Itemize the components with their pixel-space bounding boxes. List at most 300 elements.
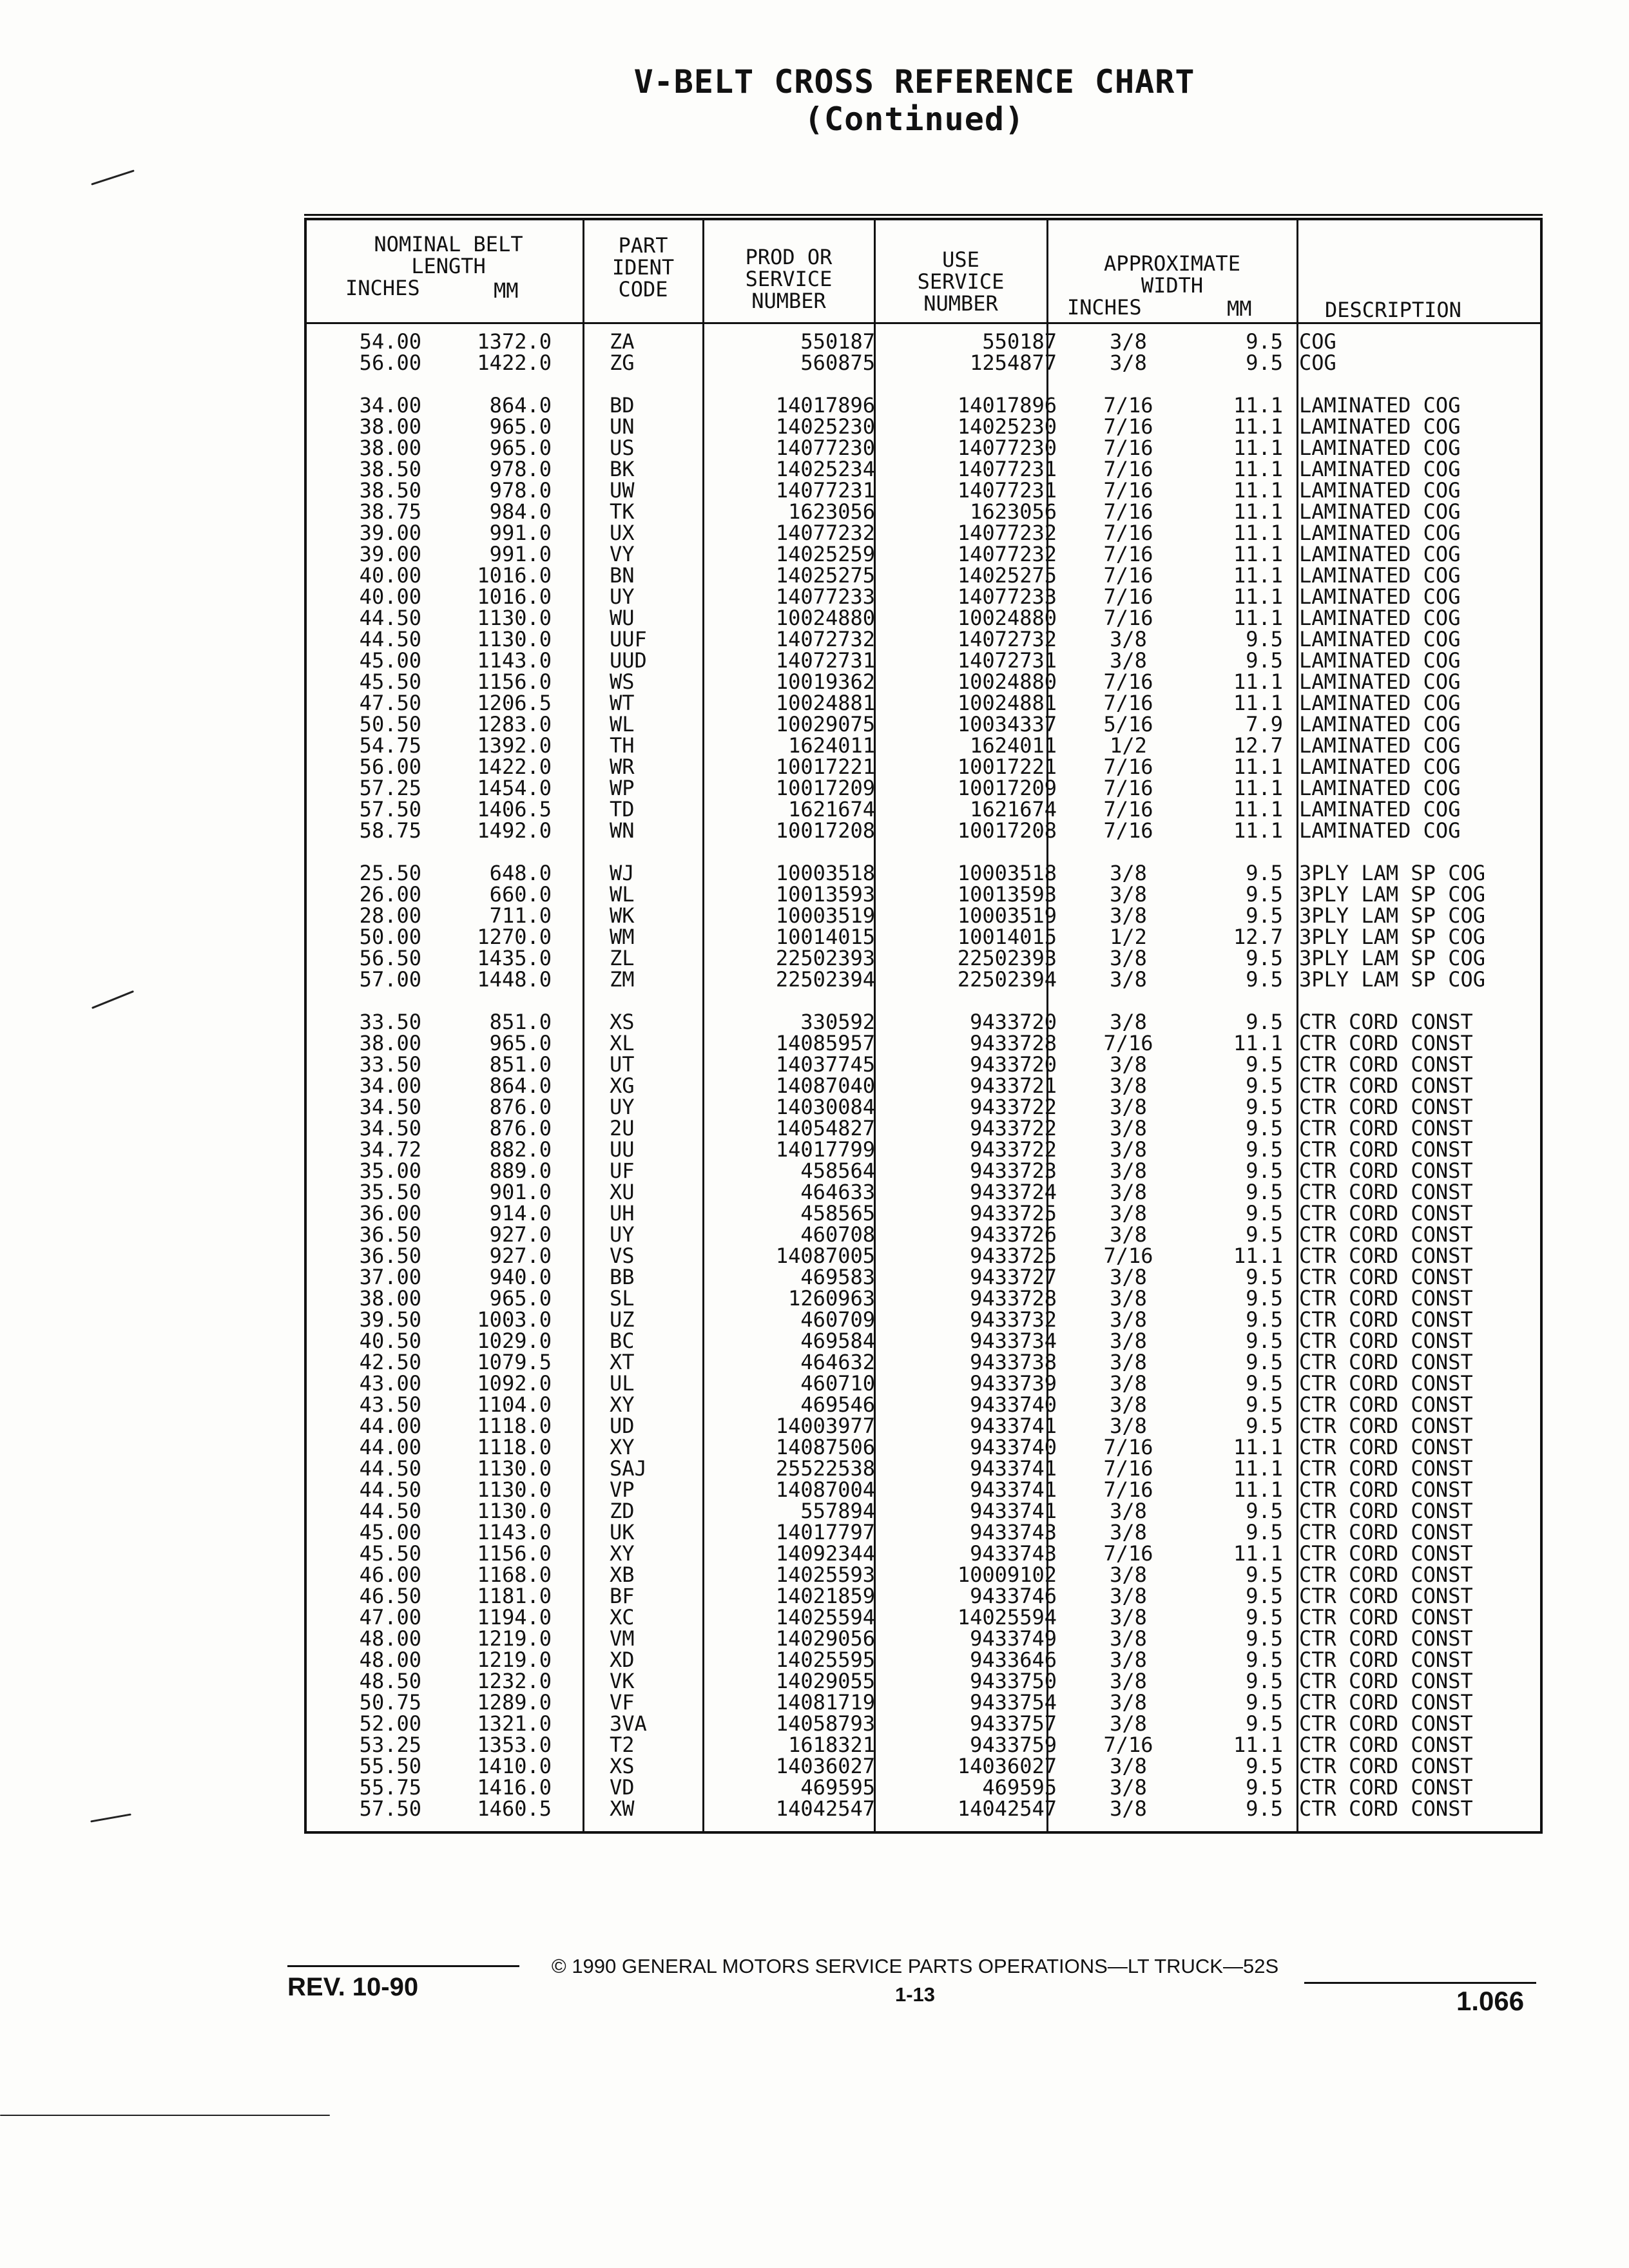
description-cell: CTR CORD CONST — [1299, 1180, 1473, 1204]
table-row — [307, 1607, 1540, 1628]
description-cell: CTR CORD CONST — [1299, 1414, 1473, 1438]
prod-service-number-cell: 10014015 — [775, 925, 875, 949]
length-inches-cell: 56.00 — [359, 351, 421, 375]
table-row — [307, 1097, 1540, 1118]
length-mm-cell: 882.0 — [489, 1137, 552, 1162]
description-cell: CTR CORD CONST — [1299, 1499, 1473, 1523]
length-inches-cell: 53.25 — [359, 1733, 421, 1757]
width-inches-cell: 3/8 — [1110, 1222, 1147, 1247]
prod-service-number-cell: 464633 — [800, 1180, 875, 1204]
table-row — [307, 1203, 1540, 1224]
use-service-number-cell: 10017208 — [957, 818, 1057, 843]
use-service-number-cell: 22502394 — [957, 967, 1057, 992]
table-row — [307, 1224, 1540, 1245]
prod-service-number-cell: 10017221 — [775, 754, 875, 779]
prod-service-number-cell: 22502393 — [775, 946, 875, 970]
width-inches-cell: 7/16 — [1103, 584, 1153, 609]
prod-service-number-cell: 460710 — [800, 1371, 875, 1396]
prod-service-number-cell: 14092344 — [775, 1541, 875, 1566]
prod-service-number-cell: 14087040 — [775, 1073, 875, 1098]
length-mm-cell: 965.0 — [489, 436, 552, 460]
table-row — [307, 1756, 1540, 1777]
width-mm-cell: 9.5 — [1246, 351, 1283, 375]
part-ident-code-cell: TH — [610, 733, 635, 758]
width-inches-cell: 3/8 — [1110, 1648, 1147, 1672]
prod-service-number-cell: 14085957 — [775, 1031, 875, 1055]
use-service-number-cell: 14077231 — [957, 457, 1057, 481]
use-service-number-cell: 14036027 — [957, 1754, 1057, 1778]
prod-service-number-cell: 14030084 — [775, 1095, 875, 1119]
use-service-number-cell: 10009102 — [957, 1562, 1057, 1587]
width-inches-cell: 3/8 — [1110, 1392, 1147, 1417]
description-cell: CTR CORD CONST — [1299, 1286, 1473, 1311]
table-row — [307, 523, 1540, 544]
length-mm-cell: 940.0 — [489, 1265, 552, 1289]
length-inches-cell: 38.00 — [359, 436, 421, 460]
prod-service-number-cell: 14029056 — [775, 1626, 875, 1651]
use-service-number-cell: 9433720 — [970, 1010, 1057, 1034]
use-service-number-cell: 14077233 — [957, 584, 1057, 609]
part-ident-code-cell: XG — [610, 1073, 635, 1098]
width-inches-cell: 3/8 — [1110, 351, 1147, 375]
part-ident-code-cell: UX — [610, 521, 635, 545]
use-service-number-cell: 14077231 — [957, 478, 1057, 503]
length-inches-cell: 44.50 — [359, 627, 421, 651]
use-service-number-cell: 14025275 — [957, 563, 1057, 588]
part-ident-code-cell: UT — [610, 1052, 635, 1077]
description-cell: COG — [1299, 351, 1336, 375]
description-cell: LAMINATED COG — [1299, 627, 1461, 651]
part-ident-code-cell: WS — [610, 669, 635, 694]
length-mm-cell: 1283.0 — [477, 712, 552, 736]
table-row — [307, 735, 1540, 756]
length-inches-cell: 34.72 — [359, 1137, 421, 1162]
length-inches-cell: 57.25 — [359, 776, 421, 800]
length-inches-cell: 48.50 — [359, 1669, 421, 1693]
length-mm-cell: 1181.0 — [477, 1584, 552, 1608]
length-inches-cell: 44.50 — [359, 1499, 421, 1523]
width-inches-cell: 3/8 — [1110, 1414, 1147, 1438]
width-mm-cell: 11.1 — [1233, 414, 1283, 439]
description-cell: 3PLY LAM SP COG — [1299, 925, 1485, 949]
description-cell: LAMINATED COG — [1299, 436, 1461, 460]
description-cell: LAMINATED COG — [1299, 606, 1461, 630]
width-mm-cell: 11.1 — [1233, 776, 1283, 800]
length-inches-cell: 46.50 — [359, 1584, 421, 1608]
header-prod: PROD OR SERVICE NUMBER — [745, 245, 833, 313]
part-ident-code-cell: XY — [610, 1541, 635, 1566]
length-inches-cell: 57.00 — [359, 967, 421, 992]
length-mm-cell: 1143.0 — [477, 648, 552, 673]
use-service-number-cell: 14017896 — [957, 393, 1057, 418]
width-mm-cell: 9.5 — [1246, 1562, 1283, 1587]
width-inches-cell: 3/8 — [1110, 967, 1147, 992]
table-row — [307, 1288, 1540, 1309]
length-inches-cell: 36.50 — [359, 1222, 421, 1247]
table-body — [307, 331, 1540, 1841]
length-mm-cell: 1104.0 — [477, 1392, 552, 1417]
prod-service-number-cell: 14036027 — [775, 1754, 875, 1778]
width-mm-cell: 9.5 — [1246, 1584, 1283, 1608]
width-mm-cell: 9.5 — [1246, 1371, 1283, 1396]
length-inches-cell: 35.50 — [359, 1180, 421, 1204]
description-cell: LAMINATED COG — [1299, 648, 1461, 673]
length-mm-cell: 876.0 — [489, 1116, 552, 1140]
description-cell: CTR CORD CONST — [1299, 1222, 1473, 1247]
length-inches-cell: 57.50 — [359, 797, 421, 822]
margin-mark — [0, 2115, 330, 2116]
length-inches-cell: 44.00 — [359, 1435, 421, 1459]
description-cell: LAMINATED COG — [1299, 414, 1461, 439]
use-service-number-cell: 10017221 — [957, 754, 1057, 779]
description-cell: LAMINATED COG — [1299, 393, 1461, 418]
description-cell: CTR CORD CONST — [1299, 1669, 1473, 1693]
part-ident-code-cell: ZG — [610, 351, 635, 375]
width-inches-cell: 3/8 — [1110, 946, 1147, 970]
prod-service-number-cell: 10003518 — [775, 861, 875, 885]
width-mm-cell: 11.1 — [1233, 1456, 1283, 1481]
table-row — [307, 905, 1540, 927]
length-inches-cell: 48.00 — [359, 1626, 421, 1651]
width-inches-cell: 7/16 — [1103, 818, 1153, 843]
width-mm-cell: 9.5 — [1246, 1116, 1283, 1140]
use-service-number-cell: 9433754 — [970, 1690, 1057, 1715]
length-mm-cell: 1130.0 — [477, 606, 552, 630]
part-ident-code-cell: UK — [610, 1520, 635, 1544]
description-cell: CTR CORD CONST — [1299, 1116, 1473, 1140]
use-service-number-cell: 1621674 — [970, 797, 1057, 822]
length-inches-cell: 43.50 — [359, 1392, 421, 1417]
row-group — [307, 395, 1540, 841]
length-mm-cell: 1219.0 — [477, 1648, 552, 1672]
width-inches-cell: 5/16 — [1103, 712, 1153, 736]
length-mm-cell: 1194.0 — [477, 1605, 552, 1629]
table-row — [307, 1437, 1540, 1458]
width-inches-cell: 3/8 — [1110, 329, 1147, 354]
part-ident-code-cell: UD — [610, 1414, 635, 1438]
width-mm-cell: 9.5 — [1246, 1158, 1283, 1183]
use-service-number-cell: 9433725 — [970, 1244, 1057, 1268]
description-cell: CTR CORD CONST — [1299, 1158, 1473, 1183]
prod-service-number-cell: 10029075 — [775, 712, 875, 736]
footer-rule-right — [1304, 1982, 1536, 1984]
width-mm-cell: 9.5 — [1246, 329, 1283, 354]
width-inches-cell: 3/8 — [1110, 1307, 1147, 1332]
part-ident-code-cell: ZD — [610, 1499, 635, 1523]
length-inches-cell: 47.00 — [359, 1605, 421, 1629]
use-service-number-cell: 469595 — [982, 1775, 1057, 1800]
prod-service-number-cell: 10017209 — [775, 776, 875, 800]
prod-service-number-cell: 469546 — [800, 1392, 875, 1417]
width-inches-cell: 7/16 — [1103, 691, 1153, 715]
length-inches-cell: 56.50 — [359, 946, 421, 970]
length-mm-cell: 1435.0 — [477, 946, 552, 970]
part-ident-code-cell: XC — [610, 1605, 635, 1629]
use-service-number-cell: 9433757 — [970, 1711, 1057, 1736]
prod-service-number-cell: 560875 — [800, 351, 875, 375]
length-inches-cell: 25.50 — [359, 861, 421, 885]
table-row — [307, 1564, 1540, 1586]
prod-service-number-cell: 14058793 — [775, 1711, 875, 1736]
use-service-number-cell: 10014015 — [957, 925, 1057, 949]
table-row — [307, 1012, 1540, 1033]
description-cell: CTR CORD CONST — [1299, 1477, 1473, 1502]
part-ident-code-cell: BC — [610, 1329, 635, 1353]
width-inches-cell: 7/16 — [1103, 499, 1153, 524]
use-service-number-cell: 9433740 — [970, 1392, 1057, 1417]
table-row — [307, 1309, 1540, 1331]
width-mm-cell: 9.5 — [1246, 1775, 1283, 1800]
description-cell: CTR CORD CONST — [1299, 1626, 1473, 1651]
description-cell: 3PLY LAM SP COG — [1299, 946, 1485, 970]
prod-service-number-cell: 10017208 — [775, 818, 875, 843]
description-cell: CTR CORD CONST — [1299, 1605, 1473, 1629]
part-ident-code-cell: UF — [610, 1158, 635, 1183]
use-service-number-cell: 9433722 — [970, 1116, 1057, 1140]
description-cell: LAMINATED COG — [1299, 542, 1461, 566]
part-ident-code-cell: UZ — [610, 1307, 635, 1332]
part-ident-code-cell: VF — [610, 1690, 635, 1715]
description-cell: CTR CORD CONST — [1299, 1095, 1473, 1119]
part-ident-code-cell: VM — [610, 1626, 635, 1651]
length-mm-cell: 965.0 — [489, 1031, 552, 1055]
use-service-number-cell: 14077230 — [957, 436, 1057, 460]
part-ident-code-cell: WU — [610, 606, 635, 630]
prod-service-number-cell: 14017797 — [775, 1520, 875, 1544]
width-mm-cell: 11.1 — [1233, 754, 1283, 779]
length-inches-cell: 39.50 — [359, 1307, 421, 1332]
part-ident-code-cell: VP — [610, 1477, 635, 1502]
length-mm-cell: 851.0 — [489, 1010, 552, 1034]
table-row — [307, 1352, 1540, 1373]
width-mm-cell: 11.1 — [1233, 606, 1283, 630]
length-mm-cell: 1353.0 — [477, 1733, 552, 1757]
use-service-number-cell: 9433722 — [970, 1095, 1057, 1119]
prod-service-number-cell: 14025594 — [775, 1605, 875, 1629]
width-inches-cell: 7/16 — [1103, 542, 1153, 566]
use-service-number-cell: 14072731 — [957, 648, 1057, 673]
part-ident-code-cell: UY — [610, 1095, 635, 1119]
part-ident-code-cell: BF — [610, 1584, 635, 1608]
width-mm-cell: 9.5 — [1246, 882, 1283, 907]
width-inches-cell: 3/8 — [1110, 1796, 1147, 1821]
part-ident-code-cell: 3VA — [610, 1711, 647, 1736]
description-cell: CTR CORD CONST — [1299, 1010, 1473, 1034]
description-cell: CTR CORD CONST — [1299, 1435, 1473, 1459]
width-inches-cell: 1/2 — [1110, 733, 1147, 758]
width-mm-cell: 9.5 — [1246, 1414, 1283, 1438]
part-ident-code-cell: XT — [610, 1350, 635, 1374]
use-service-number-cell: 10003518 — [957, 861, 1057, 885]
prod-service-number-cell: 14077232 — [775, 521, 875, 545]
length-mm-cell: 1016.0 — [477, 584, 552, 609]
part-ident-code-cell: XS — [610, 1010, 635, 1034]
prod-service-number-cell: 464632 — [800, 1350, 875, 1374]
prod-service-number-cell: 14025234 — [775, 457, 875, 481]
length-inches-cell: 45.00 — [359, 1520, 421, 1544]
description-cell: LAMINATED COG — [1299, 712, 1461, 736]
table-row — [307, 863, 1540, 884]
length-inches-cell: 54.00 — [359, 329, 421, 354]
part-ident-code-cell: UL — [610, 1371, 635, 1396]
width-mm-cell: 11.1 — [1233, 1244, 1283, 1268]
width-mm-cell: 11.1 — [1233, 542, 1283, 566]
prod-service-number-cell: 14025275 — [775, 563, 875, 588]
prod-service-number-cell: 14087004 — [775, 1477, 875, 1502]
table-row — [307, 331, 1540, 352]
width-mm-cell: 9.5 — [1246, 967, 1283, 992]
width-mm-cell: 11.1 — [1233, 1477, 1283, 1502]
description-cell: COG — [1299, 329, 1336, 354]
prod-service-number-cell: 1618321 — [788, 1733, 875, 1757]
part-ident-code-cell: WL — [610, 712, 635, 736]
width-inches-cell: 3/8 — [1110, 1158, 1147, 1183]
description-cell: CTR CORD CONST — [1299, 1690, 1473, 1715]
description-cell: CTR CORD CONST — [1299, 1244, 1473, 1268]
table-row — [307, 1245, 1540, 1267]
revision-label: REV. 10-90 — [287, 1973, 419, 2001]
prod-service-number-cell: 14021859 — [775, 1584, 875, 1608]
width-inches-cell: 3/8 — [1110, 1499, 1147, 1523]
length-mm-cell: 1130.0 — [477, 1499, 552, 1523]
length-inches-cell: 39.00 — [359, 521, 421, 545]
length-mm-cell: 901.0 — [489, 1180, 552, 1204]
header-approx-width: APPROXIMATE WIDTH — [1104, 251, 1240, 298]
use-service-number-cell: 9433722 — [970, 1137, 1057, 1162]
width-mm-cell: 11.1 — [1233, 584, 1283, 609]
prod-service-number-cell: 10024881 — [775, 691, 875, 715]
use-service-number-cell: 9433646 — [970, 1648, 1057, 1672]
table-row — [307, 544, 1540, 565]
margin-mark — [91, 169, 135, 185]
width-mm-cell: 11.1 — [1233, 1031, 1283, 1055]
length-inches-cell: 36.50 — [359, 1244, 421, 1268]
use-service-number-cell: 9433738 — [970, 1350, 1057, 1374]
table-row — [307, 799, 1540, 820]
width-mm-cell: 9.5 — [1246, 1690, 1283, 1715]
width-mm-cell: 9.5 — [1246, 1095, 1283, 1119]
use-service-number-cell: 9433750 — [970, 1669, 1057, 1693]
description-cell: LAMINATED COG — [1299, 776, 1461, 800]
width-mm-cell: 9.5 — [1246, 1669, 1283, 1693]
length-mm-cell: 965.0 — [489, 1286, 552, 1311]
use-service-number-cell: 9433724 — [970, 1180, 1057, 1204]
length-mm-cell: 1454.0 — [477, 776, 552, 800]
table-row — [307, 778, 1540, 799]
width-mm-cell: 9.5 — [1246, 1796, 1283, 1821]
length-mm-cell: 991.0 — [489, 521, 552, 545]
use-service-number-cell: 10024880 — [957, 606, 1057, 630]
length-mm-cell: 1448.0 — [477, 967, 552, 992]
table-row — [307, 1416, 1540, 1437]
table-row — [307, 608, 1540, 629]
length-mm-cell: 1092.0 — [477, 1371, 552, 1396]
description-cell: 3PLY LAM SP COG — [1299, 967, 1485, 992]
width-mm-cell: 9.5 — [1246, 648, 1283, 673]
part-ident-code-cell: TK — [610, 499, 635, 524]
length-inches-cell: 55.50 — [359, 1754, 421, 1778]
use-service-number-cell: 9433728 — [970, 1286, 1057, 1311]
use-service-number-cell: 14072732 — [957, 627, 1057, 651]
prod-service-number-cell: 550187 — [800, 329, 875, 354]
length-mm-cell: 889.0 — [489, 1158, 552, 1183]
description-cell: CTR CORD CONST — [1299, 1073, 1473, 1098]
width-mm-cell: 11.1 — [1233, 691, 1283, 715]
part-ident-code-cell: WT — [610, 691, 635, 715]
header-nominal: NOMINAL BELT LENGTH — [374, 232, 523, 278]
length-inches-cell: 40.00 — [359, 563, 421, 588]
description-cell: LAMINATED COG — [1299, 563, 1461, 588]
length-mm-cell: 851.0 — [489, 1052, 552, 1077]
width-mm-cell: 9.5 — [1246, 1329, 1283, 1353]
table-row — [307, 1713, 1540, 1735]
header-rule — [307, 322, 1540, 324]
table-row — [307, 352, 1540, 374]
width-mm-cell: 11.1 — [1233, 1435, 1283, 1459]
description-cell: CTR CORD CONST — [1299, 1052, 1473, 1077]
length-inches-cell: 56.00 — [359, 754, 421, 779]
width-mm-cell: 9.5 — [1246, 1754, 1283, 1778]
prod-service-number-cell: 10003519 — [775, 903, 875, 928]
table-row — [307, 1139, 1540, 1160]
length-inches-cell: 40.00 — [359, 584, 421, 609]
table-row — [307, 437, 1540, 459]
table-row — [307, 927, 1540, 948]
use-service-number-cell: 1624011 — [970, 733, 1057, 758]
part-ident-code-cell: ZM — [610, 967, 635, 992]
width-mm-cell: 11.1 — [1233, 393, 1283, 418]
prod-service-number-cell: 1621674 — [788, 797, 875, 822]
table-row — [307, 1692, 1540, 1713]
row-group — [307, 863, 1540, 990]
width-mm-cell: 9.5 — [1246, 903, 1283, 928]
width-mm-cell: 12.7 — [1233, 925, 1283, 949]
use-service-number-cell: 10024881 — [957, 691, 1057, 715]
length-mm-cell: 1003.0 — [477, 1307, 552, 1332]
description-cell: LAMINATED COG — [1299, 521, 1461, 545]
width-mm-cell: 9.5 — [1246, 946, 1283, 970]
description-cell: LAMINATED COG — [1299, 478, 1461, 503]
width-mm-cell: 11.1 — [1233, 1541, 1283, 1566]
prod-service-number-cell: 14025593 — [775, 1562, 875, 1587]
length-mm-cell: 984.0 — [489, 499, 552, 524]
description-cell: 3PLY LAM SP COG — [1299, 882, 1485, 907]
width-inches-cell: 3/8 — [1110, 1073, 1147, 1098]
use-service-number-cell: 9433728 — [970, 1031, 1057, 1055]
length-mm-cell: 1079.5 — [477, 1350, 552, 1374]
length-inches-cell: 38.50 — [359, 478, 421, 503]
width-inches-cell: 7/16 — [1103, 414, 1153, 439]
prod-service-number-cell: 22502394 — [775, 967, 875, 992]
width-inches-cell: 3/8 — [1110, 1286, 1147, 1311]
width-inches-cell: 7/16 — [1103, 393, 1153, 418]
part-ident-code-cell: VD — [610, 1775, 635, 1800]
table-row — [307, 756, 1540, 778]
page-title — [0, 63, 1629, 138]
part-ident-code-cell: UH — [610, 1201, 635, 1225]
part-ident-code-cell: BD — [610, 393, 635, 418]
width-inches-cell: 3/8 — [1110, 1350, 1147, 1374]
width-mm-cell: 11.1 — [1233, 521, 1283, 545]
length-mm-cell: 1143.0 — [477, 1520, 552, 1544]
use-service-number-cell: 9433723 — [970, 1158, 1057, 1183]
length-mm-cell: 1029.0 — [477, 1329, 552, 1353]
part-ident-code-cell: UN — [610, 414, 635, 439]
prod-service-number-cell: 14077233 — [775, 584, 875, 609]
prod-service-number-cell: 14025230 — [775, 414, 875, 439]
length-inches-cell: 50.50 — [359, 712, 421, 736]
title-line-1: V-BELT CROSS REFERENCE CHART — [633, 63, 1195, 101]
